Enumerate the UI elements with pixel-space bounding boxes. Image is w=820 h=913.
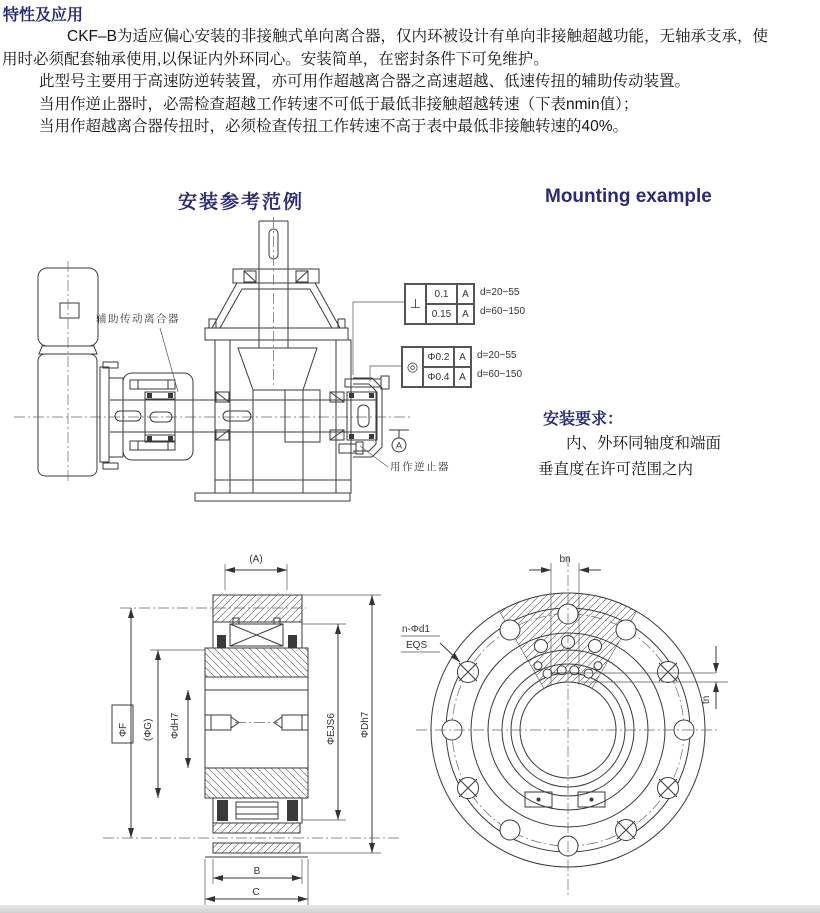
perpendicularity-symbol-icon: ⊥	[405, 284, 426, 324]
dim-E: ΦEJS6	[326, 713, 337, 745]
outer-sleeve	[213, 595, 302, 648]
tolerance-frame-perpendicularity	[404, 283, 525, 325]
hole-count-label: n-Φd1	[402, 624, 430, 635]
dim-D: ΦDh7	[360, 711, 371, 738]
page-title: 特性及应用	[3, 7, 84, 24]
intro-line: 当用作超越离合器传扭时，必须检查传扭工作转速不高于表中最低非接触转速的40%。	[39, 118, 629, 135]
tolerance-datum: A	[457, 304, 474, 324]
section-heading-cn: 安装参考范例	[178, 192, 305, 213]
label-backstop: 用作逆止器	[390, 461, 450, 473]
diameter-range: d=20~55	[480, 287, 520, 298]
aux-clutch	[123, 373, 193, 460]
front-view-drawing	[398, 548, 740, 904]
tolerance-frame-concentricity	[401, 346, 522, 388]
tolerance-value: 0.1	[426, 284, 457, 304]
gearbox-pedestal	[195, 217, 351, 501]
mounting-example-drawing	[8, 215, 420, 507]
datum-letter: A	[395, 440, 403, 451]
aux-label-leader	[160, 328, 178, 392]
label-aux-clutch: 辅助传动离合器	[96, 313, 180, 325]
tolerance-leader-1	[353, 302, 405, 375]
tolerance-datum: A	[454, 367, 471, 387]
footer-bar	[0, 905, 820, 913]
dim-B: B	[253, 866, 261, 877]
dim-tn: tn	[701, 695, 712, 704]
set-screws	[525, 792, 605, 807]
intro-line: 此型号主要用于高速防逆转装置，亦可用作超越离合器之高速超越、低速传扭的辅助传动装置。	[39, 73, 691, 90]
dim-C: C	[252, 887, 260, 898]
lower-bearing	[205, 798, 308, 857]
tolerance-value: Φ0.2	[423, 347, 454, 367]
tolerance-leader-2	[370, 366, 402, 382]
section-heading-en: Mounting example	[545, 186, 712, 207]
diameter-range: d=60~150	[480, 306, 526, 317]
diameter-range: d=20~55	[477, 350, 517, 361]
tolerance-value: Φ0.4	[423, 367, 454, 387]
dim-G: (ΦG)	[143, 718, 154, 741]
intro-paragraphs	[0, 26, 819, 139]
backstop-clutch	[330, 376, 389, 457]
requirements-line: 垂直度在许可范围之内	[538, 461, 694, 478]
tolerance-datum: A	[457, 284, 474, 304]
intro-line: CKF–B为适应偏心安装的非接触式单向离合器，仅内环被设计有单向非接触超越功能，无轴承支承，使	[67, 28, 768, 45]
dim-F: ΦF	[118, 722, 129, 737]
diameter-range: d=60~150	[477, 369, 523, 380]
hole-spacing-label: EQS	[406, 640, 428, 651]
cross-section-drawing	[100, 548, 410, 910]
intro-line: 当用作逆止器时，必需检查超越工作转速不可低于最低非接触超越转速（下表nmin值）；	[39, 95, 639, 113]
requirements-line: 内、外环同轴度和端面	[566, 435, 722, 452]
intro-line: 用时必须配套轴承使用,以保证内外环同心。安装简单，在密封条件下可免维护。	[2, 50, 549, 68]
requirements-title: 安装要求：	[543, 411, 624, 428]
clutch-rings	[205, 648, 308, 798]
dim-bn: bn	[559, 554, 571, 565]
dim-A: (A)	[249, 554, 263, 565]
tolerance-datum: A	[454, 347, 471, 367]
dim-d: ΦdH7	[170, 712, 181, 739]
concentricity-symbol-icon: ◎	[402, 347, 423, 387]
tolerance-value: 0.15	[426, 304, 457, 324]
